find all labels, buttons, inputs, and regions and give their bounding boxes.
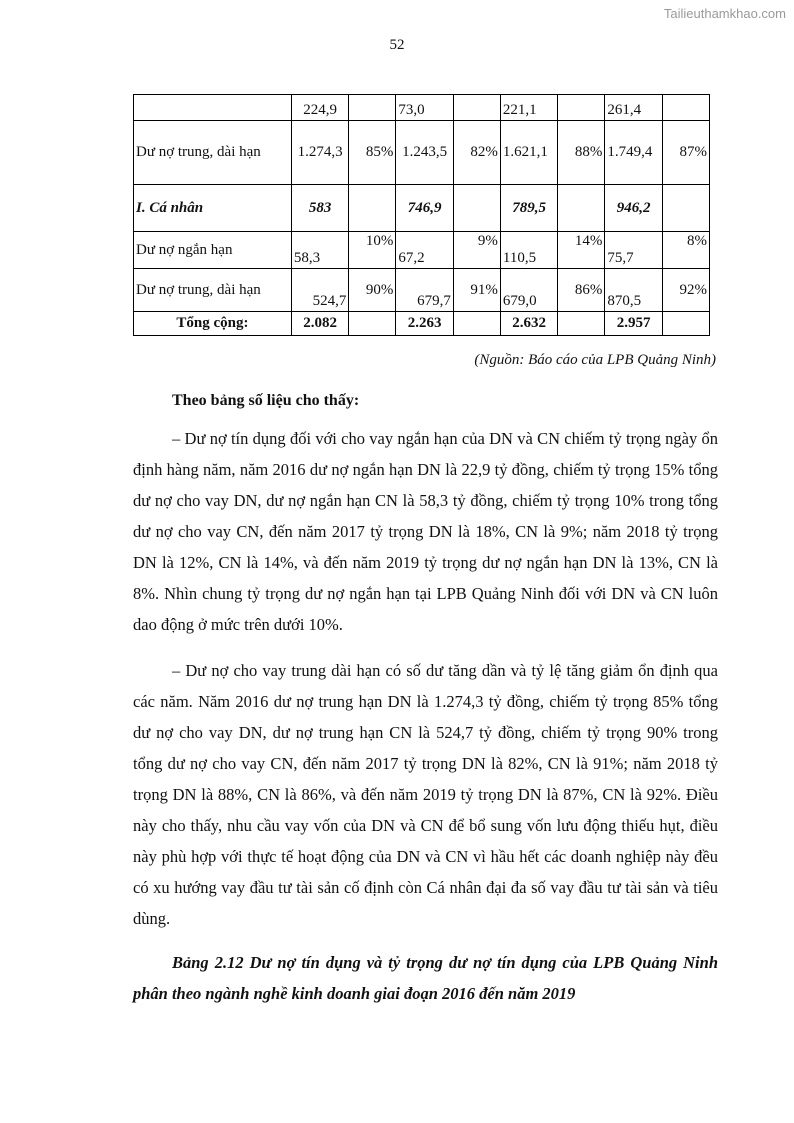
table-cell: 679,7	[396, 269, 453, 312]
section-heading: Theo bảng số liệu cho thấy:	[172, 392, 360, 409]
table-cell	[662, 185, 709, 232]
table-cell: 85%	[349, 121, 396, 185]
table-cell: 746,9	[396, 185, 453, 232]
table-cell: 82%	[453, 121, 500, 185]
table-cell: 524,7	[291, 269, 348, 312]
page-number: 52	[389, 37, 405, 53]
table-cell	[558, 312, 605, 336]
table-row	[134, 232, 710, 269]
table-cell: 92%	[662, 269, 709, 312]
table-cell: 261,4	[605, 95, 662, 121]
table-cell: 679,0	[500, 269, 557, 312]
table-cell: 90%	[349, 269, 396, 312]
total-label: Tổng cộng:	[134, 312, 292, 336]
table-cell: 221,1	[500, 95, 557, 121]
paragraph-text: – Dư nợ tín dụng đối với cho vay ngắn hạn của DN và CN chiếm tỷ trọng ngày ổn định hàng năm, năm 2016 dư nợ ngắn hạn DN là 22,9 tỷ đồng, chiếm tỷ trọng 15% tổng dư nợ cho vay DN, dư nợ ngắn hạn CN là 58,3 tỷ đồng, chiếm tỷ trọng 10% trong tổng dư nợ cho vay CN, đến năm 2017 tỷ trọng DN là 18%, CN là 9%; năm 2018 tỷ trọng DN là 12%, CN là 14%, và đến năm 2019 tỷ trọng dư nợ ngắn hạn DN là 13%, CN là 8%. Nhìn chung tỷ trọng dư nợ ngắn hạn tại LPB Quảng Ninh đối với DN và CN luôn dao động ở mức trên dưới 10%.	[133, 429, 718, 634]
table-row	[134, 121, 710, 185]
table-cell	[662, 312, 709, 336]
paragraph	[133, 655, 718, 934]
loan-table	[133, 94, 710, 336]
table-cell: 1.621,1	[500, 121, 557, 185]
table-cell: 10%	[349, 232, 396, 269]
table-cell: 2.957	[605, 312, 662, 336]
table-cell: 1.274,3	[291, 121, 348, 185]
table-cell: 86%	[558, 269, 605, 312]
table-row	[134, 269, 710, 312]
table-cell: 58,3	[291, 232, 348, 269]
table-cell	[662, 95, 709, 121]
table-cell	[558, 185, 605, 232]
row-label: Dư nợ trung, dài hạn	[134, 121, 292, 185]
source-note: (Nguồn: Báo cáo của LPB Quảng Ninh)	[474, 352, 716, 368]
table-cell: 2.082	[291, 312, 348, 336]
table-cell: 67,2	[396, 232, 453, 269]
table-caption	[133, 947, 718, 1009]
table-row	[134, 95, 710, 121]
caption-text: Bảng 2.12 Dư nợ tín dụng và tỷ trọng dư nợ tín dụng của LPB Quảng Ninh phân theo ngành nghề kinh doanh giai đoạn 2016 đến năm 2019	[133, 953, 718, 1003]
table-cell: 87%	[662, 121, 709, 185]
table-cell	[453, 312, 500, 336]
table-cell: 110,5	[500, 232, 557, 269]
table-cell: 1.749,4	[605, 121, 662, 185]
table-cell	[349, 185, 396, 232]
table-cell: 75,7	[605, 232, 662, 269]
table-cell	[134, 95, 292, 121]
paragraph-text: – Dư nợ cho vay trung dài hạn có số dư tăng dần và tỷ lệ tăng giảm ổn định qua các năm. Năm 2016 dư nợ trung hạn DN là 1.274,3 tỷ đồng, chiếm tỷ trọng 85% tổng dư nợ cho vay DN, dư nợ trung hạn CN là 524,7 tỷ đồng, chiếm tỷ trọng 90% trong tổng dư nợ cho vay CN, đến năm 2017 tỷ trọng DN là 82%, CN là 91%; năm 2018 tỷ trọng DN là 88%, CN là 86%, và đến năm 2019 tỷ trọng DN là 87%, CN là 92%. Điều này cho thấy, nhu cầu vay vốn của DN và CN để bổ sung vốn lưu động thiếu hụt, điều này phù hợp với thực tế hoạt động của DN và CN vì hầu hết các doanh nghiệp này đều có xu hướng vay đầu tư tài sản cố định còn Cá nhân đại đa số vay đầu tư tài sản và tiêu dùng.	[133, 661, 718, 928]
table-cell: 583	[291, 185, 348, 232]
table-cell: 789,5	[500, 185, 557, 232]
table-cell: 870,5	[605, 269, 662, 312]
table-cell: 946,2	[605, 185, 662, 232]
table-cell: 73,0	[396, 95, 453, 121]
table-row	[134, 312, 710, 336]
table-cell: 88%	[558, 121, 605, 185]
watermark: Tailieuthamkhao.com	[663, 6, 786, 21]
table-cell	[453, 95, 500, 121]
table-cell	[349, 95, 396, 121]
table-cell: 2.632	[500, 312, 557, 336]
row-label: Dư nợ trung, dài hạn	[134, 269, 292, 312]
table-cell: 9%	[453, 232, 500, 269]
table-row	[134, 185, 710, 232]
table-cell: 8%	[662, 232, 709, 269]
table-cell: 14%	[558, 232, 605, 269]
table-cell	[558, 95, 605, 121]
row-label: Dư nợ ngắn hạn	[134, 232, 292, 269]
table-cell: 224,9	[291, 95, 348, 121]
table-cell: 2.263	[396, 312, 453, 336]
table-cell: 1.243,5	[396, 121, 453, 185]
table-cell	[349, 312, 396, 336]
paragraph	[133, 423, 718, 640]
table-cell: 91%	[453, 269, 500, 312]
table-cell	[453, 185, 500, 232]
row-label: I. Cá nhân	[134, 185, 292, 232]
